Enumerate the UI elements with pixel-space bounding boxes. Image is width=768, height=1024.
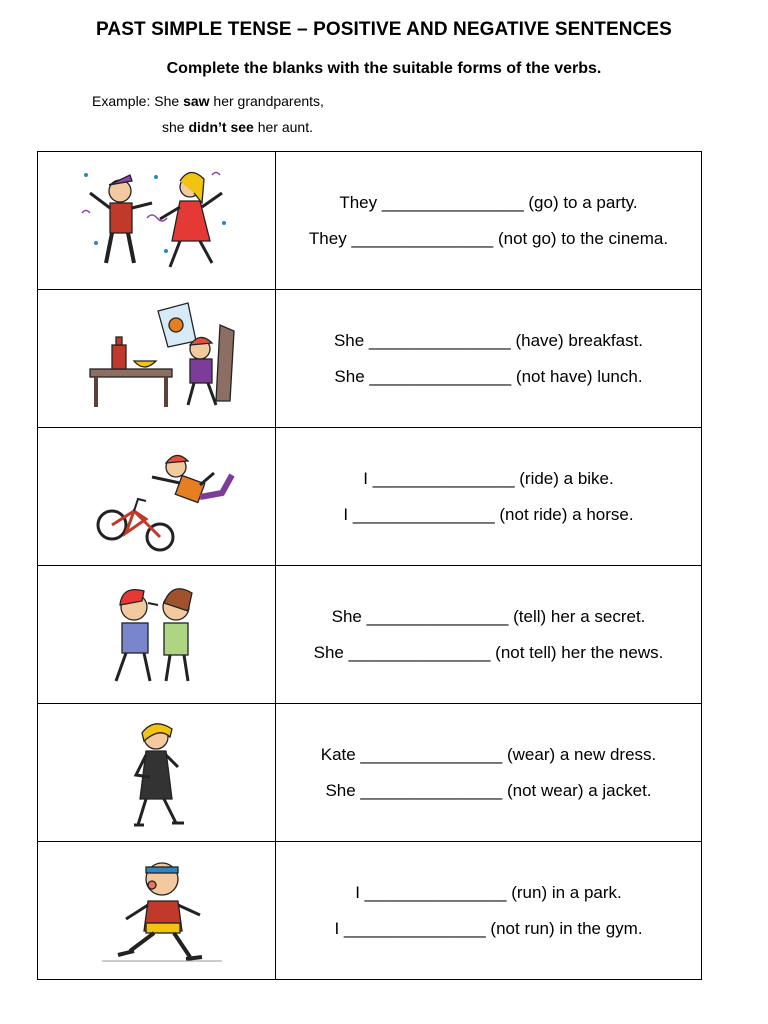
sentence-negative: I _______________ (not ride) a horse.	[343, 504, 634, 524]
sentence-negative: She _______________ (not have) lunch.	[334, 366, 643, 386]
sentence-positive: Kate _______________ (wear) a new dress.	[320, 744, 657, 764]
exercise-row	[38, 704, 702, 842]
sentence-cell	[276, 152, 702, 290]
sentence-positive: She _______________ (tell) her a secret.	[331, 606, 646, 626]
party-people-picture	[72, 163, 242, 278]
sentence-positive: I _______________ (run) in a park.	[355, 882, 622, 902]
picture-cell	[38, 566, 276, 704]
picture-cell	[38, 290, 276, 428]
exercise-table	[37, 151, 702, 980]
bike-boy-picture	[72, 439, 242, 554]
exercise-row	[38, 290, 702, 428]
picture-cell	[38, 704, 276, 842]
sentence-positive: They _______________ (go) to a party.	[339, 192, 638, 212]
sentence-negative: I _______________ (not run) in the gym.	[334, 918, 643, 938]
woman-in-dress-picture	[72, 715, 242, 830]
running-man-picture	[72, 853, 242, 968]
sentence-cell	[276, 290, 702, 428]
sentence-negative: She _______________ (not tell) her the news.	[313, 642, 664, 662]
exercise-row	[38, 566, 702, 704]
sentence-cell	[276, 566, 702, 704]
exercise-row	[38, 152, 702, 290]
sentence-negative: She _______________ (not wear) a jacket.	[325, 780, 652, 800]
exercise-row	[38, 428, 702, 566]
sentence-cell	[276, 842, 702, 980]
example-line-2: she didn’t see her aunt.	[162, 119, 313, 135]
picture-cell	[38, 152, 276, 290]
whispering-women-picture	[72, 577, 242, 692]
example-label: Example:	[92, 93, 151, 109]
sentence-positive: I _______________ (ride) a bike.	[363, 468, 614, 488]
breakfast-girl-picture	[72, 301, 242, 416]
sentence-cell	[276, 428, 702, 566]
example-block	[92, 88, 324, 140]
sentence-positive: She _______________ (have) breakfast.	[333, 330, 644, 350]
sentence-negative: They _______________ (not go) to the cinema.	[308, 228, 669, 248]
example-line-1: Example: She saw her grandparents,	[92, 93, 324, 109]
picture-cell	[38, 842, 276, 980]
sentence-cell	[276, 704, 702, 842]
instruction-text: Complete the blanks with the suitable forms of the verbs.	[166, 60, 602, 77]
exercise-row	[38, 842, 702, 980]
picture-cell	[38, 428, 276, 566]
page-title: PAST SIMPLE TENSE – POSITIVE AND NEGATIVE SENTENCES	[96, 19, 672, 40]
